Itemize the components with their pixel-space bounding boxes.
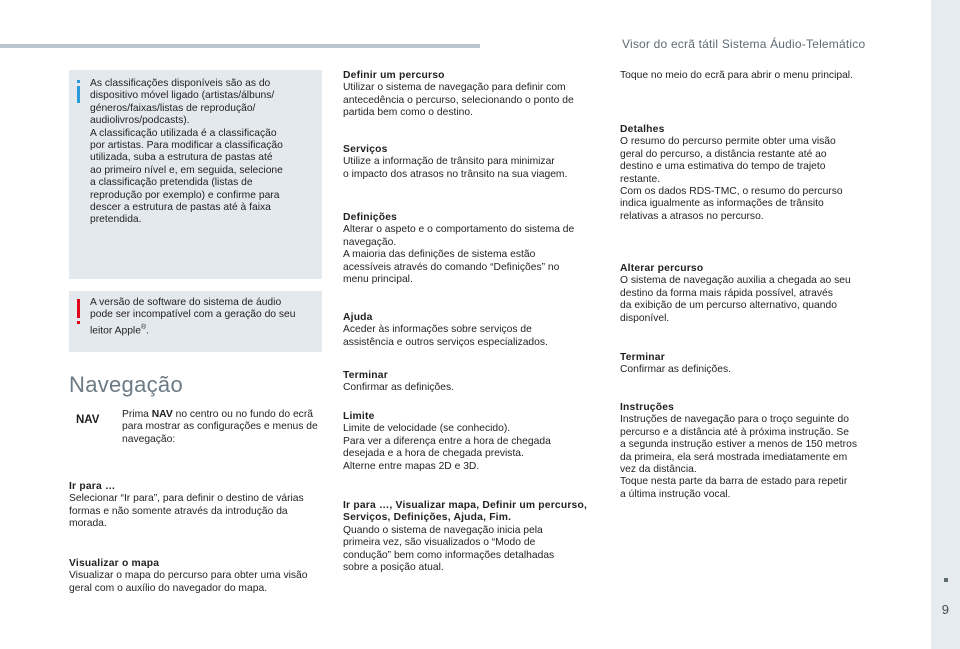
- side-strip: [931, 0, 960, 649]
- nav-intro: Prima NAV no centro ou no fundo do ecrã para mostrar as configurações e menus de navegação:: [122, 409, 318, 445]
- nav-key-label: NAV: [76, 414, 100, 426]
- menu-item-heading: Definir um percurso: [343, 70, 445, 81]
- info-icon: [77, 80, 80, 103]
- warning-icon: [77, 299, 80, 325]
- menu-item-heading: Ir para …, Visualizar mapa, Definir um percurso, Serviços, Definições, Ajuda, Fim.: [343, 500, 588, 524]
- menu-item-heading: Serviços: [343, 144, 388, 155]
- menu-item-set-route: [343, 70, 605, 120]
- menu-item-change-route: [620, 263, 890, 325]
- menu-item-heading: Limite: [343, 411, 375, 422]
- menu-item-services: [343, 144, 605, 181]
- menu-item-finish: [343, 370, 605, 395]
- menu-item-text: O sistema de navegação auxilia a chegada ao seu destino da forma mais rápida possível, através da exibição de um percurso alternativo, quando disponível.: [620, 275, 851, 324]
- section-title: Navegação: [69, 372, 183, 397]
- menu-item-text: Confirmar as definições.: [343, 382, 455, 394]
- menu-item-heading: Definições: [343, 212, 398, 223]
- menu-item-heading: Visualizar o mapa: [69, 558, 160, 569]
- menu-item-help: [343, 312, 605, 349]
- warning-note-text: A versão de software do sistema de áudio pode ser incompatível com a geração do seu leitor Apple®.: [90, 297, 296, 337]
- info-note: [69, 70, 322, 279]
- menu-item-limit: [343, 411, 605, 473]
- menu-item-text: Instruções de navegação para o troço seguinte do percurso e a distância até à próxima instrução. Se a segunda instrução estiver a menos de 150 metros da primeira, ela será mostrada imediatamente em vez da distância. Toque nesta parte da barra de estado para repetir a última instrução vocal.: [620, 414, 857, 500]
- header-rule: [0, 44, 480, 48]
- page-number: 9: [941, 602, 949, 617]
- menu-item-heading: Terminar: [620, 352, 665, 363]
- menu-item-go-to: [69, 481, 329, 531]
- menu-item-summary: [343, 500, 605, 574]
- page-header-title: Visor do ecrã tátil Sistema Áudio-Telemático: [622, 37, 866, 51]
- menu-item-heading: Terminar: [343, 370, 388, 381]
- menu-item-heading: Ir para …: [69, 481, 116, 492]
- menu-item-text: Limite de velocidade (se conhecido). Para ver a diferença entre a hora de chegada desejada e a hora de chegada prevista. Alterne entre mapas 2D e 3D.: [343, 423, 551, 472]
- menu-item-heading: Ajuda: [343, 312, 373, 323]
- menu-item-text: Utilize a informação de trânsito para minimizar o impacto dos atrasos no trânsito na sua viagem.: [343, 156, 568, 180]
- menu-item-details: [620, 124, 890, 223]
- menu-item-heading: Detalhes: [620, 124, 665, 135]
- menu-item-text: Aceder às informações sobre serviços de assistência e outros serviços especializados.: [343, 324, 548, 348]
- menu-item-instructions: [620, 402, 890, 501]
- page-continuation-dot: [944, 578, 948, 582]
- menu-item-text: Alterar o aspeto e o comportamento do sistema de navegação. A maioria das definições de sistema estão acessíveis através do comando “Definições” no menu principal.: [343, 224, 575, 286]
- main-menu-intro: Toque no meio do ecrã para abrir o menu principal.: [620, 70, 853, 81]
- menu-item-text: Confirmar as definições.: [620, 364, 732, 376]
- menu-item-heading: Alterar percurso: [620, 263, 704, 274]
- menu-item-view-map: [69, 558, 329, 595]
- warning-note: [69, 291, 322, 352]
- menu-item-heading: Instruções: [620, 402, 675, 413]
- info-note-text: As classificações disponíveis são as do dispositivo móvel ligado (artistas/álbuns/ géneros/faixas/listas de reprodução/ audiolivros/podcasts). A classificação utilizada é a classificação por artistas. Para modificar a classificação utilizada, suba a estrutura de pastas até ao primeiro nível e, em seguida, selecione a classificação pretendida (listas de reprodução por exemplo) e confirme para descer a estrutura de pastas até à faixa pretendida.: [90, 78, 283, 226]
- menu-item-text: Utilizar o sistema de navegação para definir com antecedência o percurso, selecionando o ponto de partida bem como o destino.: [343, 82, 574, 119]
- menu-item-text: Visualizar o mapa do percurso para obter uma visão geral com o auxílio do navegador do mapa.: [69, 570, 308, 594]
- menu-item-text: Quando o sistema de navegação inicia pela primeira vez, são visualizados o “Modo de condução” bem como informações detalhadas sobre a posição atual.: [343, 524, 555, 574]
- menu-item-text: O resumo do percurso permite obter uma visão geral do percurso, a distância restante até ao destino e uma estimativa do tempo de trajeto restante. Com os dados RDS-TMC, o resumo do percurso indica igualmente as informações de trânsito relativas a atrasos no percurso.: [620, 136, 843, 222]
- menu-item-text: Selecionar “Ir para”, para definir o destino de várias formas e não somente através da introdução da morada.: [69, 493, 304, 530]
- menu-item-settings: [343, 212, 605, 286]
- menu-item-finish-2: [620, 352, 890, 377]
